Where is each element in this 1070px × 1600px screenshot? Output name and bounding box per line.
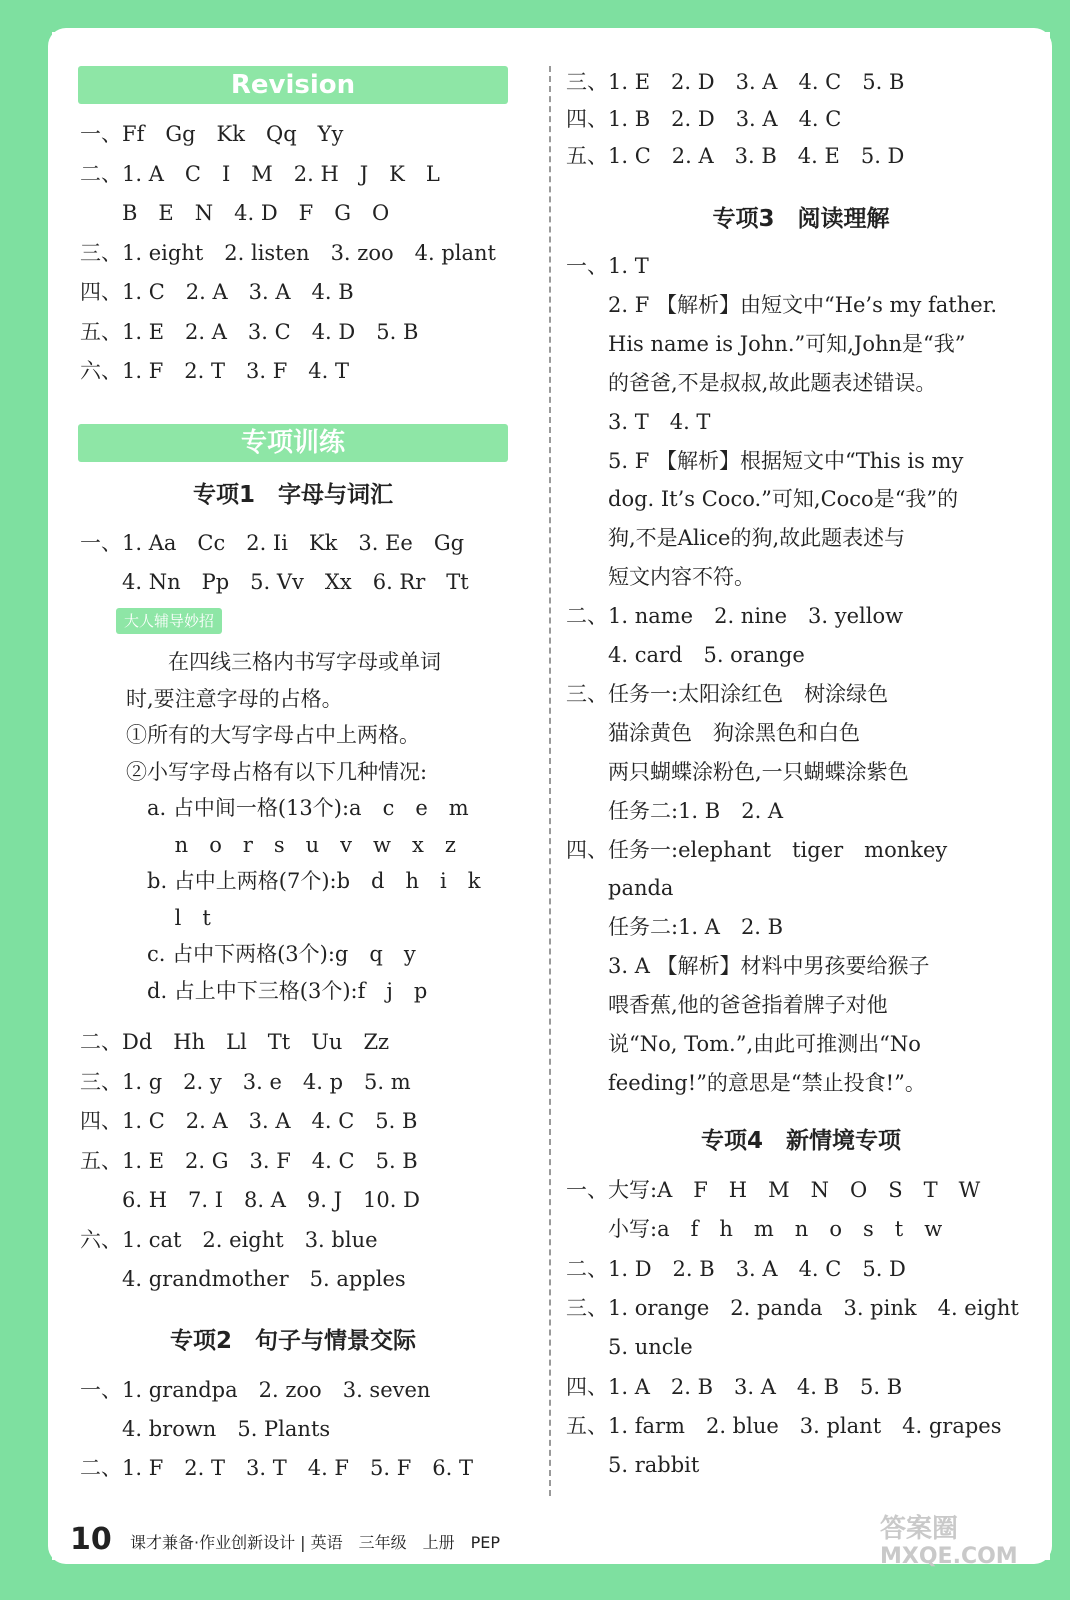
- answer-line: 六、1. F 2. T 3. F 4. T: [80, 359, 350, 383]
- answer-line: 一、Ff Gg Kk Qq Yy: [80, 122, 344, 146]
- answer-line: 一、大写:A F H M N O S T W: [566, 1178, 981, 1202]
- answer-line: 三、1. eight 2. listen 3. zoo 4. plant: [80, 240, 496, 265]
- answer-line: l t: [126, 905, 211, 930]
- answer-line: 猫涂黄色 狗涂黑色和白色: [566, 720, 860, 745]
- answer-line: 一、1. Aa Cc 2. Ii Kk 3. Ee Gg: [80, 531, 465, 555]
- answer-line: 四、1. C 2. A 3. A 4. B: [80, 280, 354, 304]
- answer-line: feeding!”的意思是“禁止投食!”。: [566, 1070, 926, 1095]
- section-4-title: 专项4 新情境专项: [700, 1128, 901, 1154]
- answer-line: 四、1. A 2. B 3. A 4. B 5. B: [566, 1374, 903, 1399]
- answer-line: 二、1. A C I M 2. H J K L: [80, 161, 440, 186]
- footer-text: 课才兼备·作业创新设计 | 英语 三年级 上册 PEP: [130, 1533, 501, 1552]
- answer-line: 5. uncle: [566, 1335, 693, 1360]
- answer-line: 二、1. name 2. nine 3. yellow: [566, 604, 904, 629]
- answer-line: 6. H 7. I 8. A 9. J 10. D: [80, 1188, 420, 1212]
- answer-line: 五、1. E 2. A 3. C 4. D 5. B: [80, 319, 419, 344]
- answer-line: dog. It’s Coco.”可知,Coco是“我”的: [566, 487, 959, 512]
- answer-line: b. 占中上两格(7个):b d h i k: [126, 869, 481, 893]
- answer-line: 五、1. farm 2. blue 3. plant 4. grapes: [566, 1413, 1002, 1438]
- answer-line: B E N 4. D F G O: [80, 201, 390, 225]
- answer-line: 喂香蕉,他的爸爸指着牌子对他: [566, 993, 888, 1018]
- answer-line: 3. A 【解析】材料中男孩要给猴子: [566, 954, 930, 979]
- answer-line: 4. Nn Pp 5. Vv Xx 6. Rr Tt: [80, 570, 469, 594]
- answer-line: 5. F 【解析】根据短文中“This is my: [566, 448, 964, 473]
- answer-line: 四、1. B 2. D 3. A 4. C: [566, 107, 842, 131]
- answer-line: 四、任务一:elephant tiger monkey: [566, 837, 948, 862]
- answer-line: 四、1. C 2. A 3. A 4. C 5. B: [80, 1109, 418, 1133]
- answer-line: His name is John.”可知,John是“我”: [566, 331, 966, 356]
- column-divider: [549, 66, 551, 1496]
- answer-line: 六、1. cat 2. eight 3. blue: [80, 1227, 378, 1252]
- section-3-title: 专项3 阅读理解: [712, 206, 890, 232]
- revision-header: Revision: [78, 66, 508, 104]
- page-frame-left: [0, 0, 52, 1600]
- answer-line: 三、1. g 2. y 3. e 4. p 5. m: [80, 1069, 411, 1094]
- answer-line: 4. card 5. orange: [566, 643, 805, 667]
- answer-line: 2. F 【解析】由短文中“He’s my father.: [566, 292, 998, 317]
- answer-line: 两只蝴蝶涂粉色,一只蝴蝶涂紫色: [566, 759, 909, 784]
- answer-line: 三、1. E 2. D 3. A 4. C 5. B: [566, 70, 905, 94]
- section-1-title: 专项1 字母与词汇: [192, 482, 393, 508]
- page-number: 10: [70, 1522, 112, 1557]
- answer-line: 二、1. F 2. T 3. T 4. F 5. F 6. T: [80, 1456, 474, 1480]
- answer-line: 狗,不是Alice的狗,故此题表述与: [566, 526, 906, 551]
- answer-line: 任务二:1. B 2. A: [566, 798, 784, 823]
- answer-line: 任务二:1. A 2. B: [566, 915, 784, 940]
- tip-tag: 大人辅导妙招: [116, 608, 222, 634]
- answer-line: 的爸爸,不是叔叔,故此题表述错误。: [566, 370, 937, 395]
- answer-line: a. 占中间一格(13个):a c e m: [126, 796, 469, 820]
- answer-line: 一、1. T: [566, 254, 649, 278]
- answer-line: 5. rabbit: [566, 1453, 700, 1478]
- answer-line: panda: [566, 876, 674, 901]
- page-frame-right: [1050, 0, 1070, 1600]
- answer-line: ①所有的大写字母占中上两格。: [126, 723, 420, 747]
- answer-line: 二、1. D 2. B 3. A 4. C 5. D: [566, 1256, 906, 1281]
- answer-line: 在四线三格内书写字母或单词: [126, 650, 441, 674]
- answer-line: 三、任务一:太阳涂红色 树涂绿色: [566, 681, 889, 706]
- answer-line: 说“No, Tom.”,由此可推测出“No: [566, 1032, 921, 1056]
- answer-line: 三、1. orange 2. panda 3. pink 4. eight: [566, 1295, 1019, 1320]
- answer-line: 4. brown 5. Plants: [80, 1417, 331, 1441]
- answer-line: ②小写字母占格有以下几种情况:: [126, 759, 428, 784]
- watermark-logo: [880, 1515, 1018, 1571]
- answer-line: 五、1. C 2. A 3. B 4. E 5. D: [566, 144, 905, 168]
- answer-line: 五、1. E 2. G 3. F 4. C 5. B: [80, 1148, 418, 1173]
- special-training-header: 专项训练: [78, 424, 508, 462]
- answer-line: 小写:a f h m n o s t w: [566, 1217, 943, 1242]
- watermark-line-1: 答案圈: [880, 1514, 959, 1544]
- answer-line: c. 占中下两格(3个):g q y: [126, 942, 416, 966]
- answer-line: d. 占上中下三格(3个):f j p: [126, 978, 428, 1003]
- section-2-title: 专项2 句子与情景交际: [169, 1328, 416, 1354]
- answer-line: 时,要注意字母的占格。: [126, 686, 343, 711]
- answer-line: 短文内容不符。: [566, 565, 755, 590]
- answer-line: 一、1. grandpa 2. zoo 3. seven: [80, 1378, 431, 1402]
- answer-line: 二、Dd Hh Ll Tt Uu Zz: [80, 1030, 390, 1054]
- answer-line: 4. grandmother 5. apples: [80, 1267, 406, 1291]
- watermark-line-2: MXQE.COM: [880, 1544, 1018, 1569]
- answer-line: n o r s u v w x z: [126, 832, 456, 857]
- answer-line: 3. T 4. T: [566, 409, 711, 434]
